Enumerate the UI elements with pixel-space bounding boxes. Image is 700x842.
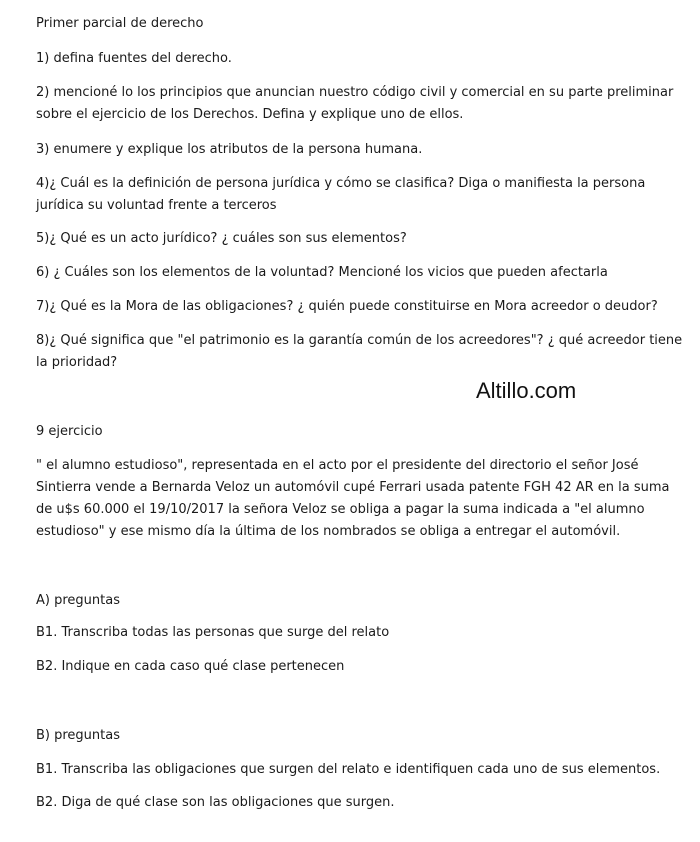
question-5: 5)¿ Qué es un acto jurídico? ¿ cuáles son sus elementos? [36,231,407,246]
question-4-line-2: jurídica su voluntad frente a terceros [36,198,277,213]
exercise-heading: 9 ejercicio [36,424,103,439]
exercise-line-3: de u$s 60.000 el 19/10/2017 la señora Veloz se obliga a pagar la suma indicada a "el alumno [36,502,645,517]
question-8-line-2: la prioridad? [36,355,118,370]
question-8-line-1: 8)¿ Qué significa que "el patrimonio es la garantía común de los acreedores"? ¿ qué acreedor tiene [36,333,683,348]
exercise-line-1: " el alumno estudioso", representada en el acto por el presidente del directorio el señor José [36,458,639,473]
section-a-item-2: B2. Indique en cada caso qué clase pertenecen [36,659,345,674]
section-a-heading: A) preguntas [36,593,120,608]
question-2-line-1: 2) mencioné lo los principios que anuncian nuestro código civil y comercial en su parte preliminar [36,85,674,100]
section-a-item-1: B1. Transcriba todas las personas que surge del relato [36,625,390,640]
section-b-item-2: B2. Diga de qué clase son las obligaciones que surgen. [36,795,395,810]
question-2-line-2: sobre el ejercicio de los Derechos. Defina y explique uno de ellos. [36,107,464,122]
question-7: 7)¿ Qué es la Mora de las obligaciones? ¿ quién puede constituirse en Mora acreedor o deudor? [36,299,658,314]
section-b-heading: B) preguntas [36,728,120,743]
question-4-line-1: 4)¿ Cuál es la definición de persona jurídica y cómo se clasifica? Diga o manifiesta la persona [36,176,646,191]
exercise-line-2: Sintierra vende a Bernarda Veloz un automóvil cupé Ferrari usada patente FGH 42 AR en la suma [36,480,670,495]
question-3: 3) enumere y explique los atributos de la persona humana. [36,142,423,157]
section-b-item-1: B1. Transcriba las obligaciones que surgen del relato e identifiquen cada uno de sus elementos. [36,762,661,777]
question-6: 6) ¿ Cuáles son los elementos de la voluntad? Mencioné los vicios que pueden afectarla [36,265,608,280]
question-1: 1) defina fuentes del derecho. [36,51,232,66]
exercise-line-4: estudioso" y ese mismo día la última de los nombrados se obliga a entregar el automóvil. [36,524,621,539]
document-title: Primer parcial de derecho [36,16,204,31]
watermark-text: Altillo.com [476,378,577,403]
